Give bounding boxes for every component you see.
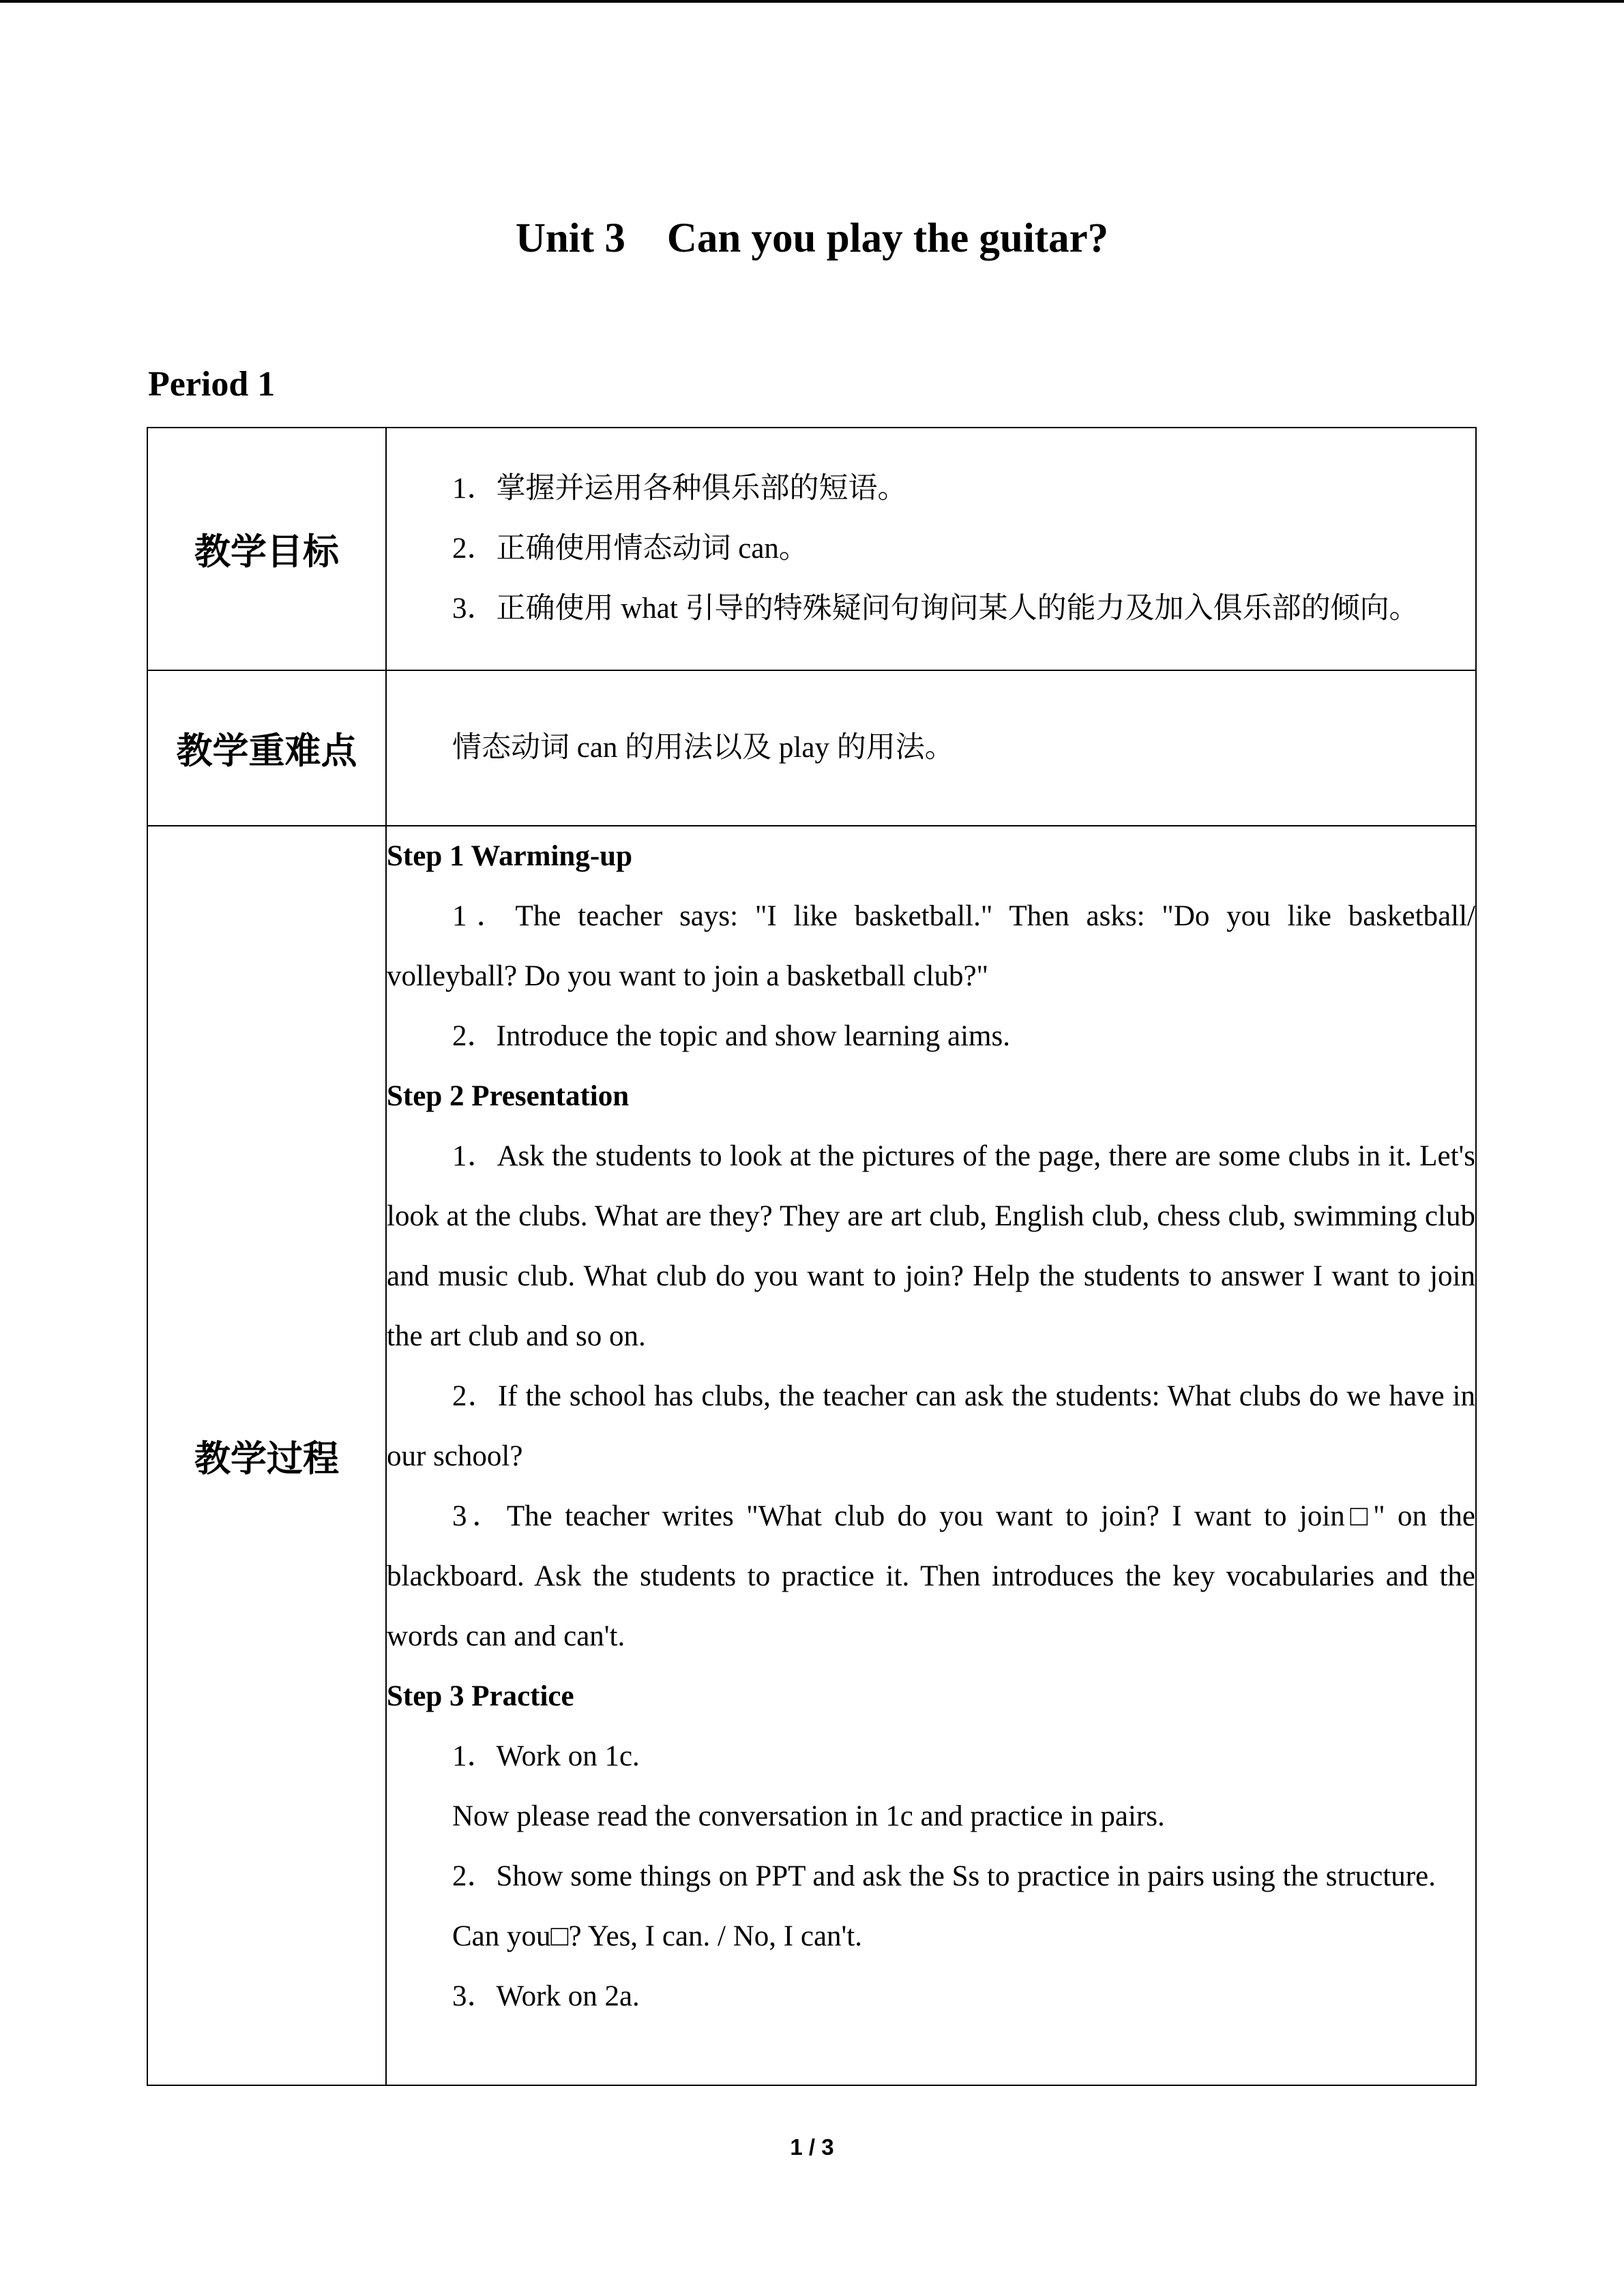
step-item: 2．Introduce the topic and show learning aims. [452,1020,1010,1052]
step-heading: Step 3 Practice [387,1680,574,1712]
page-indicator: 1 / 3 [790,2134,834,2160]
step-item: 1．Work on 1c. [452,1740,640,1772]
key-points-label: 教学重难点 [147,670,386,826]
step-item: Can you□? Yes, I can. / No, I can't. [452,1920,862,1952]
objective-item: 2．正确使用情态动词 can。 [452,533,808,565]
step-item: Now please read the conversation in 1c and practice in pairs. [452,1800,1165,1832]
process-row [147,826,1476,2085]
step-item: 1．Ask the students to look at the pictures of the page, there are some clubs in it. Let's look at the clubs. What are they? They are art club, English club, chess club, swimming club and music club. What club do you want to join? Help the students to answer I want to join the art club and so on. [387,1140,1475,1352]
step-heading: Step 1 Warming-up [387,840,632,872]
step-item: 2．Show some things on PPT and ask the Ss to practice in pairs using the structure. [452,1860,1436,1892]
objectives-content [386,428,1476,670]
objective-item: 1．掌握并运用各种俱乐部的短语。 [452,473,907,505]
objectives-label: 教学目标 [147,428,386,670]
step-heading: Step 2 Presentation [387,1080,630,1112]
step-item: 3．The teacher writes "What club do you want to join? I want to join□" on the blackboard. Ask the students to practice it. Then introduces the key vocabularies and the words can and can't. [387,1500,1475,1652]
step-item: 2．If the school has clubs, the teacher can ask the students: What clubs do we have in our school? [387,1380,1475,1472]
key-points-row [147,670,1476,826]
objective-item: 3．正确使用 what 引导的特殊疑问句询问某人的能力及加入俱乐部的倾向。 [452,593,1419,625]
process-content [386,826,1476,2085]
key-points-content [386,670,1476,826]
document-title: Unit 3 Can you play the guitar? [515,215,1109,261]
lesson-plan-table [147,427,1477,2086]
key-points-text: 情态动词 can 的用法以及 play 的用法。 [452,732,954,764]
top-border-line [0,0,1624,3]
process-label: 教学过程 [147,826,386,2085]
step-item: 3．Work on 2a. [452,1980,640,2012]
step-item: 1．The teacher says: "I like basketball." Then asks: "Do you like basketball/ volleyball? Do you want to join a basketball club?" [387,900,1475,992]
period-heading: Period 1 [148,365,276,404]
objectives-row [147,428,1476,670]
